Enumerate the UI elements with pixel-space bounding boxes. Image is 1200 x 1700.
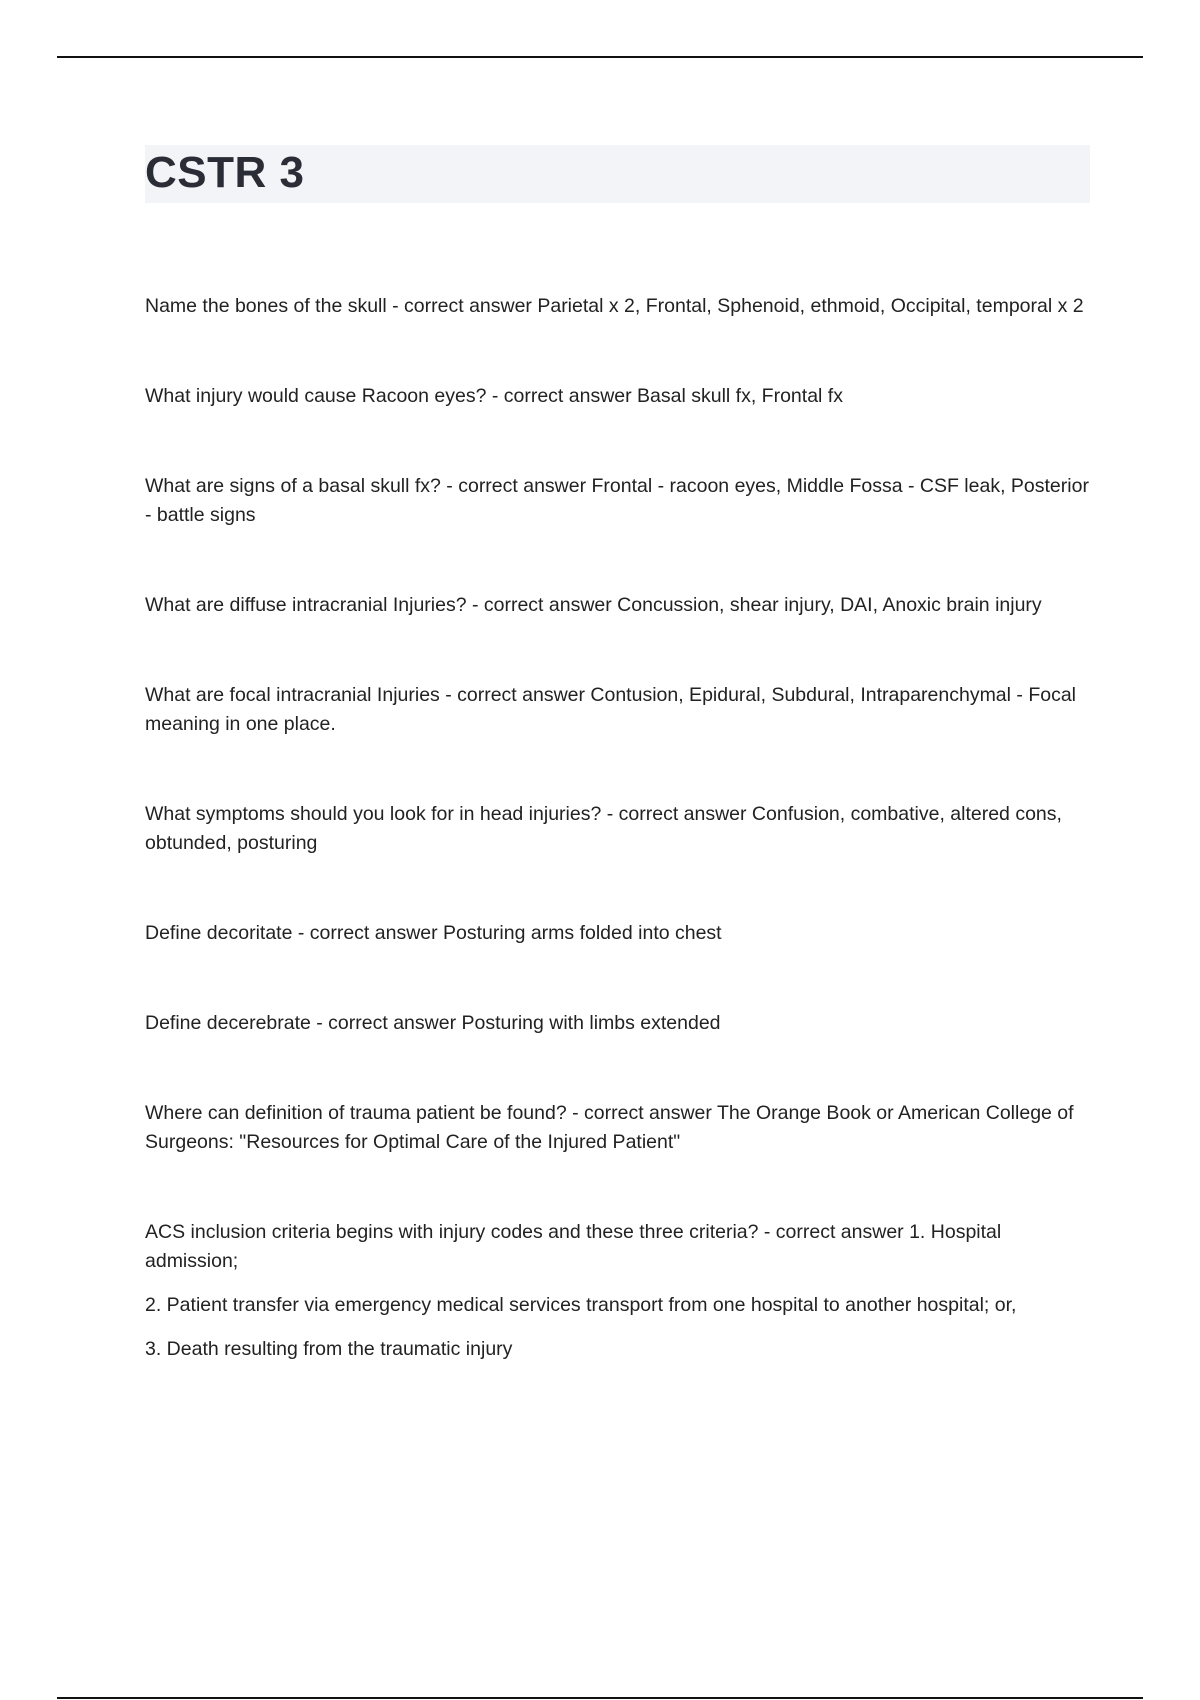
qa-continuation-2: 3. Death resulting from the traumatic injury <box>145 1338 513 1360</box>
qa-text: Name the bones of the skull - correct answer Parietal x 2, Frontal, Sphenoid, ethmoid, Occipital, temporal x 2 <box>145 295 1084 317</box>
qa-item <box>145 382 1095 411</box>
document-title: CSTR 3 <box>145 148 305 197</box>
qa-continuation-1: 2. Patient transfer via emergency medical services transport from one hospital to another hospital; or, <box>145 1294 1017 1316</box>
qa-list <box>145 292 1095 1425</box>
qa-text: What are signs of a basal skull fx? - correct answer Frontal - racoon eyes, Middle Fossa - CSF leak, Posterior - battle signs <box>145 475 1089 526</box>
qa-item <box>145 1099 1095 1157</box>
qa-text: What are diffuse intracranial Injuries? - correct answer Concussion, shear injury, DAI, Anoxic brain injury <box>145 594 1042 616</box>
qa-item <box>145 591 1095 620</box>
qa-text: Where can definition of trauma patient be found? - correct answer The Orange Book or American College of Surgeons: "Resources for Optimal Care of the Injured Patient" <box>145 1102 1074 1153</box>
qa-text: Define decoritate - correct answer Posturing arms folded into chest <box>145 922 722 944</box>
qa-item <box>145 800 1095 858</box>
qa-item <box>145 1218 1095 1364</box>
bottom-rule <box>57 1697 1143 1699</box>
qa-text: ACS inclusion criteria begins with injury codes and these three criteria? - correct answer 1. Hospital admission; <box>145 1221 1002 1272</box>
qa-item <box>145 292 1095 321</box>
qa-item <box>145 919 1095 948</box>
qa-text: Define decerebrate - correct answer Posturing with limbs extended <box>145 1012 721 1034</box>
qa-text: What injury would cause Racoon eyes? - correct answer Basal skull fx, Frontal fx <box>145 385 843 407</box>
qa-item <box>145 472 1095 530</box>
qa-item <box>145 681 1095 739</box>
qa-text: What are focal intracranial Injuries - correct answer Contusion, Epidural, Subdural, Intraparenchymal - Focal meaning in one place. <box>145 684 1077 735</box>
top-rule <box>57 56 1143 58</box>
qa-text: What symptoms should you look for in head injuries? - correct answer Confusion, combative, altered cons, obtunded, posturing <box>145 803 1062 854</box>
qa-item <box>145 1009 1095 1038</box>
